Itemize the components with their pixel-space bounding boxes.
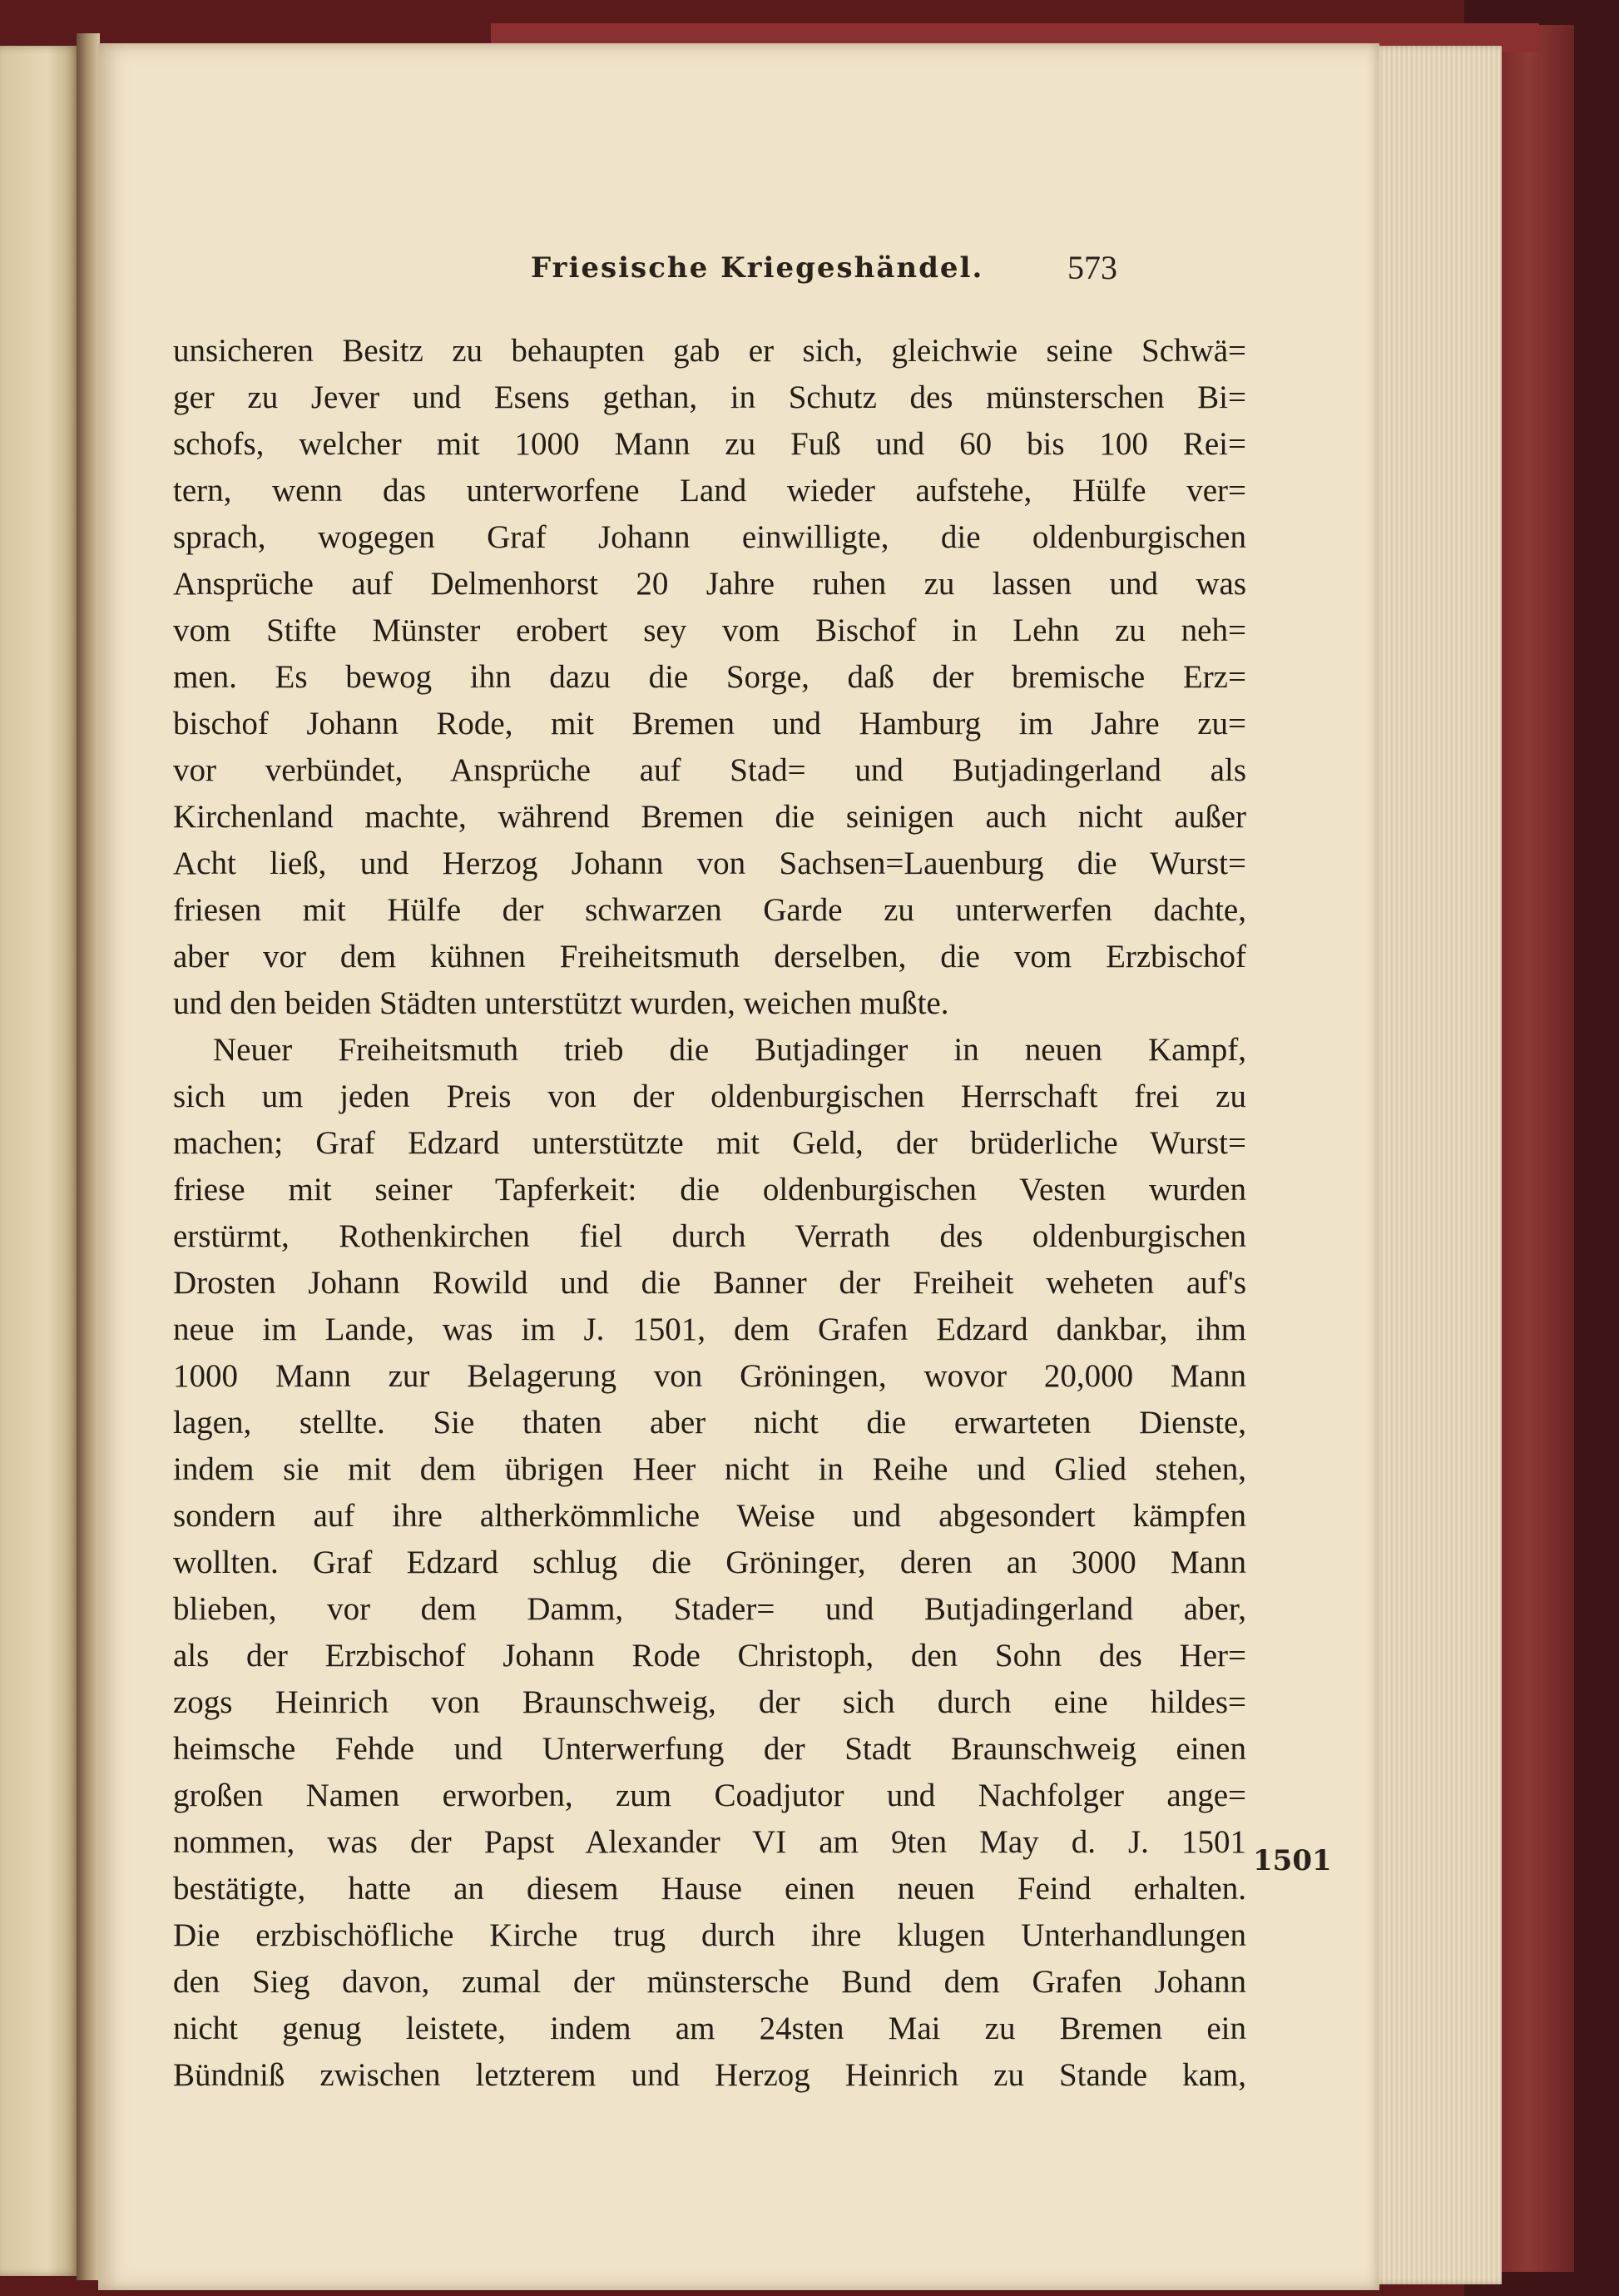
text-line: neue im Lande, was im J. 1501, dem Grafen Edzard dankbar, ihm <box>173 1312 1246 1347</box>
text-line: Ansprüche auf Delmenhorst 20 Jahre ruhen zu lassen und was <box>173 566 1246 602</box>
book-gutter <box>77 33 100 2280</box>
text-line: heimsche Fehde und Unterwerfung der Stadt Braunschweig einen <box>173 1731 1246 1767</box>
text-line: sprach, wogegen Graf Johann einwilligte, die oldenburgischen <box>173 519 1246 555</box>
text-line: bischof Johann Rode, mit Bremen und Hamburg im Jahre zu= <box>173 706 1246 741</box>
text-line: Die erzbischöfliche Kirche trug durch ihre klugen Unterhandlungen <box>173 1917 1246 1953</box>
text-line: Kirchenland machte, während Bremen die seinigen auch nicht außer <box>173 799 1246 835</box>
page-header <box>98 251 1379 301</box>
running-head: Friesische Kriegeshändel. <box>531 251 984 285</box>
book-page <box>98 43 1379 2290</box>
text-line: ger zu Jever und Esens gethan, in Schutz des münsterschen Bi= <box>173 379 1246 415</box>
text-line: machen; Graf Edzard unterstützte mit Geld, der brüderliche Wurst= <box>173 1125 1246 1161</box>
text-line: blieben, vor dem Damm, Stader= und Butjadingerland aber, <box>173 1591 1246 1627</box>
text-line: Bündniß zwischen letzterem und Herzog Heinrich zu Stande kam, <box>173 2057 1246 2093</box>
text-line: vom Stifte Münster erobert sey vom Bischof in Lehn zu neh= <box>173 612 1246 648</box>
text-line: als der Erzbischof Johann Rode Christoph, den Sohn des Her= <box>173 1638 1246 1674</box>
text-line: erstürmt, Rothenkirchen fiel durch Verrath des oldenburgischen <box>173 1218 1246 1254</box>
text-line: bestätigte, hatte an diesem Hause einen neuen Feind erhalten. <box>173 1871 1246 1907</box>
text-line: tern, wenn das unterworfene Land wieder aufstehe, Hülfe ver= <box>173 473 1246 508</box>
text-line: schofs, welcher mit 1000 Mann zu Fuß und 60 bis 100 Rei= <box>173 426 1246 462</box>
text-line: und den beiden Städten unterstützt wurden, weichen mußte. <box>173 985 949 1021</box>
left-page <box>0 46 79 2276</box>
body-text <box>173 328 1246 2099</box>
text-line: Drosten Johann Rowild und die Banner der Freiheit weheten auf's <box>173 1265 1246 1301</box>
text-line: nicht genug leistete, indem am 24sten Mai zu Bremen ein <box>173 2011 1246 2046</box>
text-line: Acht ließ, und Herzog Johann von Sachsen=Lauenburg die Wurst= <box>173 846 1246 881</box>
text-line: 1000 Mann zur Belagerung von Gröningen, wovor 20,000 Mann <box>173 1358 1246 1394</box>
text-line: aber vor dem kühnen Freiheitsmuth derselben, die vom Erzbischof <box>173 939 1246 974</box>
text-line: friesen mit Hülfe der schwarzen Garde zu unterwerfen dachte, <box>173 892 1246 928</box>
text-line: wollten. Graf Edzard schlug die Gröninger, deren an 3000 Mann <box>173 1545 1246 1580</box>
text-line: zogs Heinrich von Braunschweig, der sich durch eine hildes= <box>173 1684 1246 1720</box>
page-number: 573 <box>1067 249 1117 286</box>
text-line: friese mit seiner Tapferkeit: die oldenburgischen Vesten wurden <box>173 1172 1246 1208</box>
text-line: sich um jeden Preis von der oldenburgischen Herrschaft frei zu <box>173 1079 1246 1114</box>
text-line: indem sie mit dem übrigen Heer nicht in Reihe und Glied stehen, <box>173 1451 1246 1487</box>
page-edges <box>1364 46 1502 2284</box>
text-line: sondern auf ihre altherkömmliche Weise und abgesondert kämpfen <box>173 1498 1246 1534</box>
margin-year-note: 1501 <box>1253 1844 1332 1877</box>
book-spine-leather <box>1498 25 1574 2272</box>
text-line: lagen, stellte. Sie thaten aber nicht die erwarteten Dienste, <box>173 1405 1246 1441</box>
text-line: den Sieg davon, zumal der münstersche Bund dem Grafen Johann <box>173 1964 1246 2000</box>
text-line: unsicheren Besitz zu behaupten gab er sich, gleichwie seine Schwä= <box>173 333 1246 369</box>
text-line: men. Es bewog ihn dazu die Sorge, daß der bremische Erz= <box>173 659 1246 695</box>
text-line: großen Namen erworben, zum Coadjutor und Nachfolger ange= <box>173 1778 1246 1813</box>
text-line: nommen, was der Papst Alexander VI am 9ten May d. J. 1501 <box>173 1824 1246 1860</box>
text-line: Neuer Freiheitsmuth trieb die Butjadinger in neuen Kampf, <box>213 1032 1246 1068</box>
text-line: vor verbündet, Ansprüche auf Stad= und Butjadingerland als <box>173 752 1246 788</box>
